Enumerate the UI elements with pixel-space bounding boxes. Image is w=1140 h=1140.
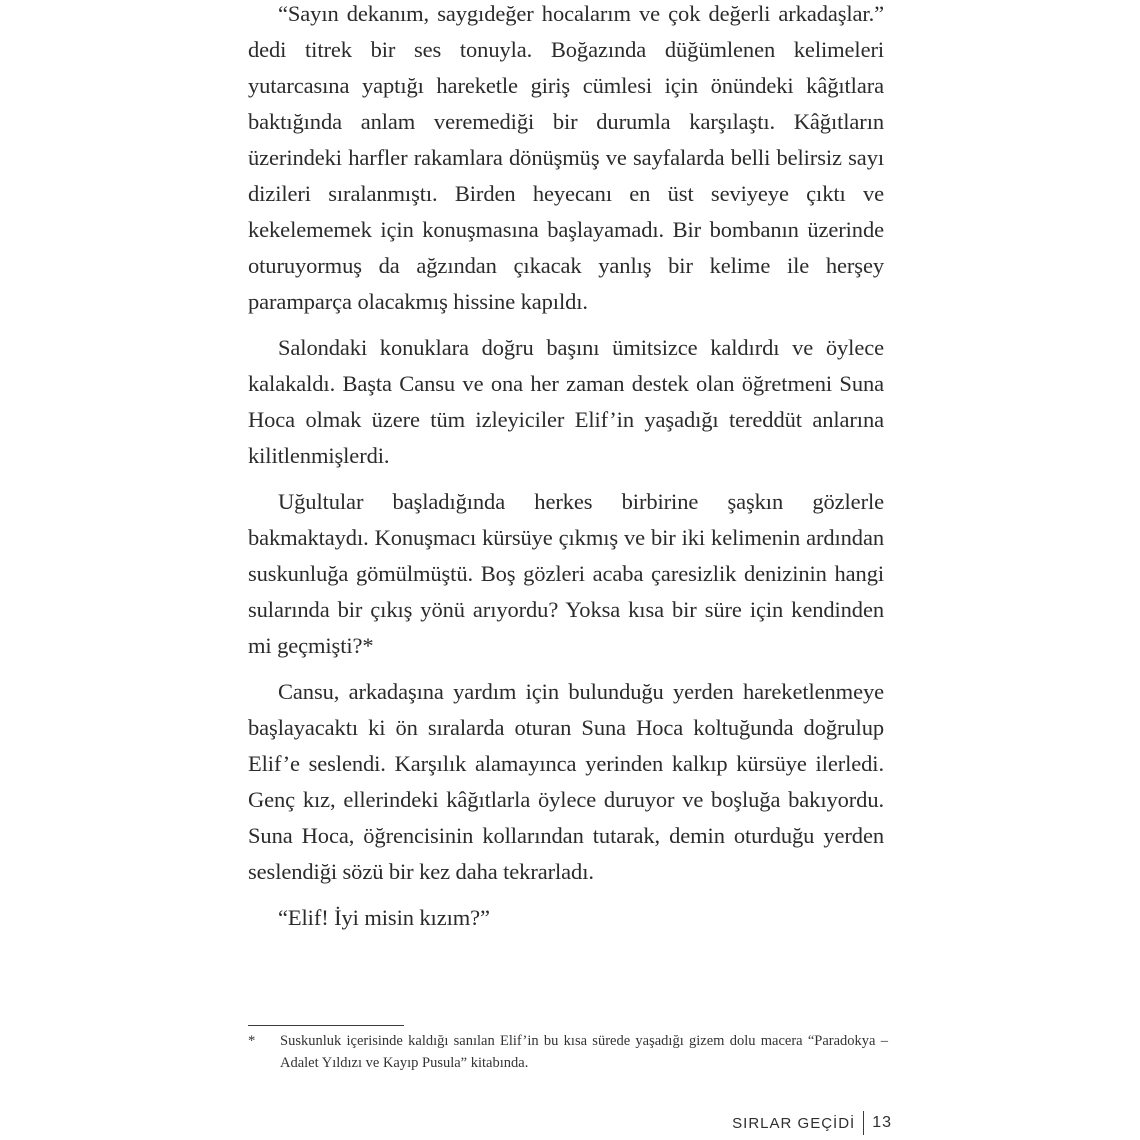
- paragraph-1: “Sayın dekanım, saygıdeğer hocalarım ve çok değerli arkadaşlar.” dedi titrek bir ses tonuyla. Boğazında düğümlenen kelimeleri yutarcasına yaptığı hareketle giriş cümlesi için önündeki kâğıtlara baktığında anlam veremediği bir durumla karşılaştı. Kâğıtların üzerindeki harfler rakamlara dönüşmüş ve sayfalarda belli belirsiz sayı dizileri sıralanmıştı. Birden heyecanı en üst seviyeye çıktı ve kekelememek için konuşmasına başlayamadı. Bir bombanın üzerinde oturuyormuş da ağzından çıkacak yanlış bir kelime ile herşey paramparça olacakmış hissine kapıldı.: [248, 1, 884, 314]
- footnote-rule: [248, 1025, 404, 1026]
- running-footer: [732, 1110, 892, 1136]
- paragraph-2: Salondaki konuklara doğru başını ümitsizce kaldırdı ve öylece kalakaldı. Başta Cansu ve ona her zaman destek olan öğretmeni Suna Hoca olmak üzere tüm izleyiciler Elif’in yaşadığı tereddüt anlarına kilitlenmişlerdi.: [248, 335, 884, 468]
- paragraph-4: Cansu, arkadaşına yardım için bulunduğu yerden hareketlenmeye başlayacaktı ki ön sıralarda oturan Suna Hoca koltuğunda doğrulup Elif’e seslendi. Karşılık alamayınca yerinden kalkıp kürsüye ilerledi. Genç kız, ellerindeki kâğıtlarla öylece duruyor ve boşluğa bakıyordu. Suna Hoca, öğrencisinin kollarından tutarak, demin oturduğu yerden seslendiği sözü bir kez daha tekrarladı.: [248, 679, 884, 884]
- footnote-mark: *: [248, 1033, 256, 1049]
- paragraph-5: “Elif! İyi misin kızım?”: [278, 905, 490, 930]
- page-number: 13: [872, 1114, 892, 1131]
- paragraph-3: Uğultular başladığında herkes birbirine şaşkın gözlerle bakmaktaydı. Konuşmacı kürsüye çıkmış ve bir iki kelimenin ardından suskunluğa gömülmüştü. Boş gözleri acaba çaresizlik denizinin hangi sularında bir çıkış yönü arıyordu? Yoksa kısa bir süre için kendinden mi geçmişti?*: [248, 489, 884, 658]
- footer-divider: [863, 1111, 864, 1135]
- book-title: SIRLAR GEÇİDİ: [732, 1114, 856, 1132]
- body-text: [248, 0, 884, 936]
- footnote: [248, 1030, 888, 1074]
- footnote-text: Suskunluk içerisinde kaldığı sanılan Elif’in bu kısa sürede yaşadığı gizem dolu macera “Paradokya – Adalet Yıldızı ve Kayıp Pusula” kitabında.: [280, 1033, 888, 1071]
